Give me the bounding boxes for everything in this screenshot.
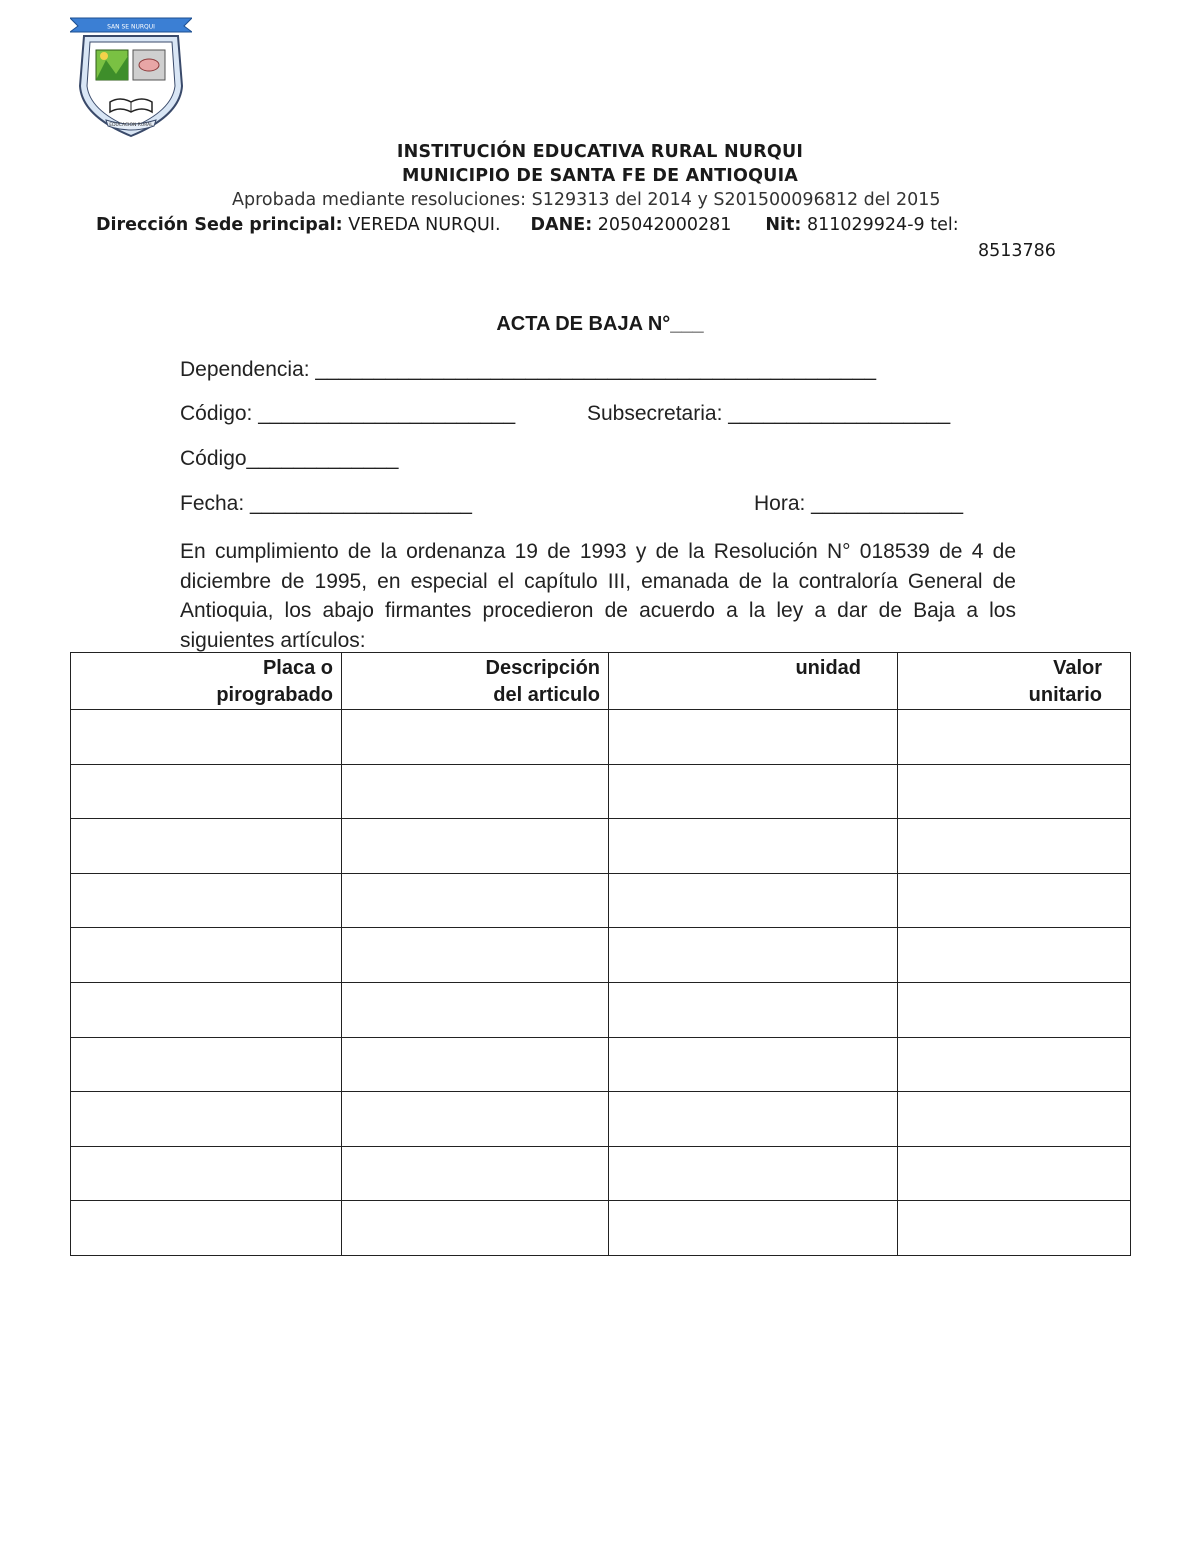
table-cell[interactable] xyxy=(342,1201,609,1256)
table-cell[interactable] xyxy=(898,1092,1131,1147)
table-row xyxy=(71,982,1131,1037)
table-cell[interactable] xyxy=(609,1201,898,1256)
table-row xyxy=(71,764,1131,819)
municipality-name: MUNICIPIO DE SANTA FE DE ANTIOQUIA xyxy=(401,166,799,186)
table-cell[interactable] xyxy=(898,928,1131,983)
codigo-secondary-field[interactable]: Código_____________ xyxy=(180,447,399,470)
table-cell[interactable] xyxy=(71,1092,342,1147)
table-cell[interactable] xyxy=(342,873,609,928)
table-cell[interactable] xyxy=(898,1037,1131,1092)
table-cell[interactable] xyxy=(342,928,609,983)
table-cell[interactable] xyxy=(609,764,898,819)
table-header-row xyxy=(71,653,1131,710)
table-cell[interactable] xyxy=(71,1201,342,1256)
header-valor-line1: Valor xyxy=(1053,657,1102,679)
table-cell[interactable] xyxy=(342,819,609,874)
table-cell[interactable] xyxy=(71,764,342,819)
table-cell[interactable] xyxy=(609,819,898,874)
header-descripcion xyxy=(342,653,609,710)
header-placa-line1: Placa o xyxy=(262,657,333,679)
table-cell[interactable] xyxy=(609,1146,898,1201)
table-cell[interactable] xyxy=(342,764,609,819)
table-cell[interactable] xyxy=(71,710,342,765)
items-table xyxy=(70,652,1131,1256)
table-cell[interactable] xyxy=(609,1037,898,1092)
institution-name: INSTITUCIÓN EDUCATIVA RURAL NURQUI xyxy=(396,142,804,162)
table-cell[interactable] xyxy=(898,710,1131,765)
document-title: ACTA DE BAJA N°___ xyxy=(496,313,704,335)
table-row xyxy=(71,873,1131,928)
school-crest-logo xyxy=(70,16,192,138)
table-cell[interactable] xyxy=(898,1146,1131,1201)
table-cell[interactable] xyxy=(609,928,898,983)
table-row xyxy=(71,819,1131,874)
table-cell[interactable] xyxy=(342,710,609,765)
svg-text:EDUCACION RURAL: EDUCACION RURAL xyxy=(109,123,153,128)
table-cell[interactable] xyxy=(898,873,1131,928)
table-row xyxy=(71,710,1131,765)
table-cell[interactable] xyxy=(71,1037,342,1092)
subsecretaria-field[interactable]: Subsecretaria: ___________________ xyxy=(587,402,951,425)
table-cell[interactable] xyxy=(71,982,342,1037)
header-unidad xyxy=(609,653,898,710)
table-cell[interactable] xyxy=(898,819,1131,874)
dane-label: DANE: xyxy=(530,215,593,235)
codigo-field[interactable]: Código: ______________________ xyxy=(180,402,516,425)
nit-value: 811029924-9 tel: xyxy=(806,215,959,235)
header-valor-line2: unitario xyxy=(1028,684,1102,706)
table-cell[interactable] xyxy=(342,982,609,1037)
table-cell[interactable] xyxy=(609,982,898,1037)
header-unidad-line1: unidad xyxy=(795,657,861,679)
table-cell[interactable] xyxy=(898,764,1131,819)
table-cell[interactable] xyxy=(71,928,342,983)
table-body xyxy=(71,710,1131,1256)
table-row xyxy=(71,1037,1131,1092)
nit-label: Nit: xyxy=(765,215,802,235)
table-cell[interactable] xyxy=(609,1092,898,1147)
header-descripcion-line2: del articulo xyxy=(493,684,600,706)
fecha-field[interactable]: Fecha: ___________________ xyxy=(180,492,472,515)
table-cell[interactable] xyxy=(342,1037,609,1092)
table-cell[interactable] xyxy=(609,873,898,928)
table-cell[interactable] xyxy=(71,873,342,928)
phone-number: 8513786 xyxy=(978,241,1056,261)
table-row xyxy=(71,928,1131,983)
table-cell[interactable] xyxy=(342,1092,609,1147)
dane-value: 205042000281 xyxy=(597,215,732,235)
table-cell[interactable] xyxy=(609,710,898,765)
compliance-paragraph: En cumplimiento de la ordenanza 19 de 1993 y de la Resolución N° 018539 de 4 de diciembre de 1995, en especial el capítulo III, emanada de la contraloría General de Antioquia, los abajo firmantes procedieron de acuerdo a la ley a dar de Baja a los siguientes artículos: xyxy=(180,540,1016,652)
table-cell[interactable] xyxy=(71,1146,342,1201)
header-valor xyxy=(898,653,1131,710)
table-row xyxy=(71,1146,1131,1201)
address-label: Dirección Sede principal: xyxy=(96,215,343,235)
table-cell[interactable] xyxy=(71,819,342,874)
header-placa xyxy=(71,653,342,710)
svg-text:SAN SE NURQUI: SAN SE NURQUI xyxy=(107,23,155,31)
table-cell[interactable] xyxy=(898,1201,1131,1256)
hora-field[interactable]: Hora: _____________ xyxy=(754,492,964,515)
approval-resolutions: Aprobada mediante resoluciones: S129313 del 2014 y S201500096812 del 2015 xyxy=(232,190,941,210)
table-row xyxy=(71,1201,1131,1256)
header-placa-line2: pirograbado xyxy=(216,684,333,706)
address-line xyxy=(96,215,959,235)
table-cell[interactable] xyxy=(342,1146,609,1201)
table-cell[interactable] xyxy=(898,982,1131,1037)
address-value: VEREDA NURQUI. xyxy=(348,215,501,235)
dependencia-field[interactable]: Dependencia: ________________________________________________ xyxy=(180,358,877,381)
table-row xyxy=(71,1092,1131,1147)
header-descripcion-line1: Descripción xyxy=(485,657,600,679)
